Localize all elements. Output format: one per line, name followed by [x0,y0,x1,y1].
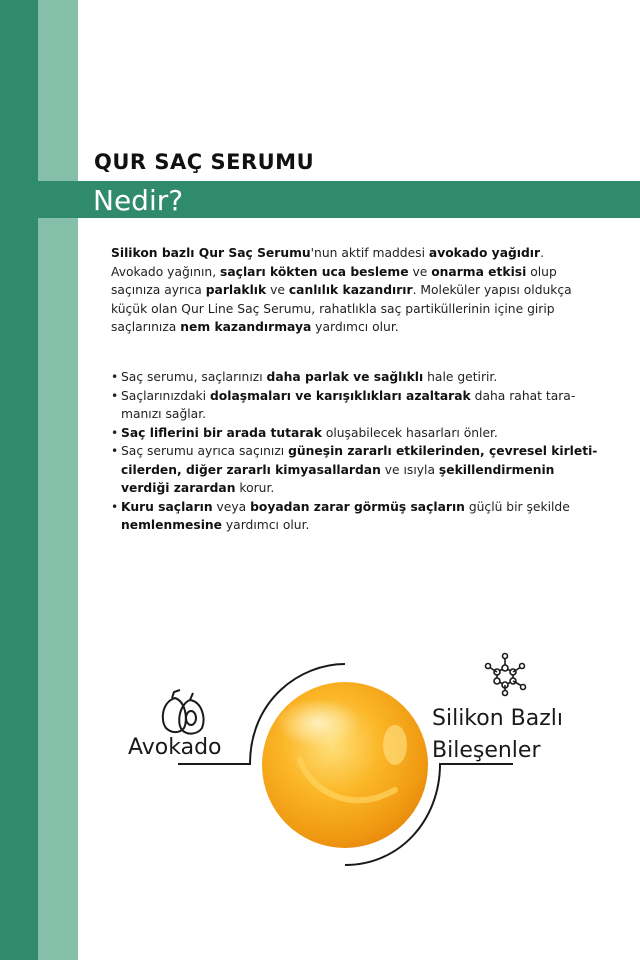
list-item: • Saç liflerini bir arada tutarak oluşabilecek hasarları önler. [111,424,607,443]
list-item: • Saçlarınızdaki dolaşmaları ve karışıklıkları azaltarak daha rahat tara-manızı sağlar. [111,387,607,424]
intro-paragraph: Silikon bazlı Qur Saç Serumu'nun aktif maddesi avokado yağıdır. Avokado yağının, saçları kökten uca besleme ve onarma etkisi olup saçınıza ayrıca parlaklık ve canlılık kazandırır. Moleküler yapısı oldukça küçük olan Qur Line Saç Serumu, rahatlıkla saç partiküllerinin içine girip saçlarınıza nem kazandırmaya yardımcı olur. [111,246,572,334]
avocado-icon [163,690,204,734]
list-item: • Kuru saçların veya boyadan zarar görmüş saçların güçlü bir şekilde nemlenmesine yardımcı olur. [111,498,607,535]
benefits-list [111,368,607,535]
molecule-icon [486,654,526,696]
list-item: • Saç serumu, saçlarınızı daha parlak ve sağlıklı hale getirir. [111,368,607,387]
serum-drop-icon [262,682,428,848]
silicone-label [432,703,632,767]
avocado-label: Avokado [128,735,222,760]
silicone-label-line2: Bileşenler [432,738,541,763]
ingredients-diagram [0,640,640,900]
page-subtitle: Nedir? [93,184,184,217]
list-item: • Saç serumu ayrıca saçınızı güneşin zararlı etkilerinden, çevresel kirleti-cilerden, diğer zararlı kimyasallardan ve ısıyla şekillendirmenin verdiği zarardan korur. [111,442,607,498]
banner-corner-decoration [0,0,120,260]
page-title: QUR SAÇ SERUMU [94,150,315,174]
silicone-label-line1: Silikon Bazlı [432,706,564,731]
